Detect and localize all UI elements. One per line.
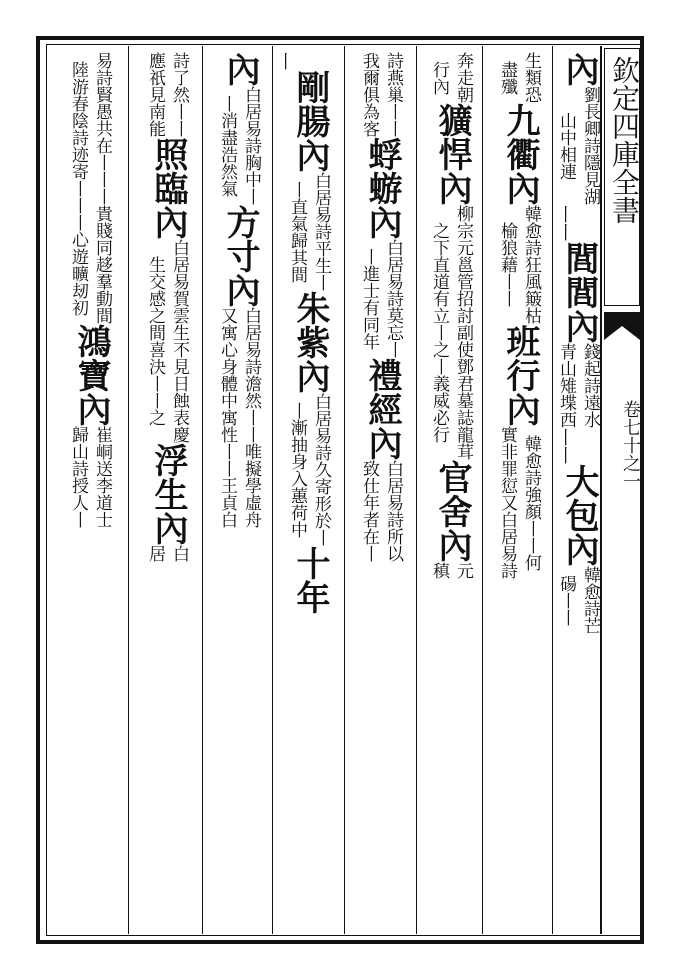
annotation-block <box>50 52 128 324</box>
annotation-block <box>50 426 128 528</box>
entry-heading: 鴻寶內 <box>71 324 111 426</box>
annotation-left: 陸游春陰詩迹寄丨丨丨心遊曠刼初 <box>68 60 88 316</box>
entry-heading: 閭閭內 <box>559 241 599 343</box>
annotation-block <box>274 393 342 546</box>
annotation-block <box>346 239 414 358</box>
annotation-right: 白居易詩胸中丨 <box>241 86 261 205</box>
annotation-block <box>346 460 414 562</box>
annotation-block <box>130 545 202 562</box>
annotation-left: 歸山詩授人丨 <box>68 426 88 528</box>
annotation-block <box>418 205 482 460</box>
column-rule <box>272 46 273 934</box>
annotation-block <box>130 52 202 137</box>
text-column-5 <box>274 52 342 930</box>
entry-heading: 朱紫內 <box>290 291 330 393</box>
annotation-right: 元 <box>453 562 473 579</box>
annotation-block <box>554 566 600 634</box>
entry-heading: 班行內 <box>500 324 540 426</box>
annotation-right: 白居易詩澹然丨丨唯擬學虛舟 <box>241 307 261 528</box>
text-column-3 <box>418 52 482 930</box>
annotation-left: 丨直氣歸其間 <box>287 180 307 283</box>
entry-heading: 官舍內 <box>432 460 472 562</box>
annotation-block <box>554 343 600 428</box>
annotation-left: 居 <box>145 545 165 562</box>
repeat-mark: 丨丨 <box>554 428 575 464</box>
annotation-left: 丨消盡浩然氣 <box>217 94 237 197</box>
annotation-right: 韓愈詩芒 <box>580 566 600 634</box>
annotation-left: 實非罪愆又白居易詩 <box>497 426 517 579</box>
fishtail-mark-icon <box>604 312 640 340</box>
annotation-left: 生交感之間喜決丨丨之 <box>145 256 165 426</box>
annotation-left: 行內 <box>429 60 449 95</box>
text-column-4 <box>346 52 414 930</box>
annotation-left: 致仕年者在丨 <box>359 460 379 562</box>
entry-heading: 大包內 <box>559 464 599 566</box>
entry-heading: 禮經內 <box>362 358 402 460</box>
entry-heading: 方寸內 <box>220 205 260 307</box>
annotation-right: 白居易賀雲生不見日蝕表慶 <box>169 239 189 443</box>
annotation-right: 詩燕巢丨丨 <box>383 52 403 137</box>
annotation-right: 韓愈詩狂風簸枯 <box>521 205 541 324</box>
annotation-right: 白居易詩久寄形於丨 <box>311 393 331 546</box>
annotation-left: 丨進士有同年 <box>359 247 379 350</box>
text-column-1 <box>554 52 600 930</box>
annotation-block <box>484 426 552 579</box>
entry-heading: 內 <box>559 52 599 86</box>
annotation-left: 稹 <box>429 562 449 579</box>
text-column-6 <box>204 52 272 930</box>
annotation-left: 山中相連 <box>556 111 576 180</box>
annotation-block <box>484 205 552 324</box>
column-rule <box>344 46 345 934</box>
annotation-block <box>554 86 600 205</box>
entry-heading: 照臨內 <box>148 137 188 239</box>
annotation-left: 碭丨丨 <box>556 574 576 626</box>
annotation-right: 奔走朝 <box>453 52 473 103</box>
annotation-right: 易詩賢愚共在丨丨丨貴賤同趍羣動間 <box>92 52 112 324</box>
column-rule <box>552 46 553 934</box>
annotation-block <box>484 52 552 103</box>
column-rule <box>482 46 483 934</box>
annotation-left: 又寓心身體中寓性丨丨王貞白 <box>217 307 237 528</box>
text-column-8 <box>50 52 128 930</box>
entry-heading: 內 <box>220 52 260 86</box>
annotation-right: 詩了然丨丨 <box>169 52 189 137</box>
annotation-left: 應祇見南能 <box>145 52 165 137</box>
annotation-left: 青山雉堞西 <box>556 343 576 428</box>
annotation-block <box>204 86 272 205</box>
annotation-right: 柳宗元邕管招討副使鄧君墓誌龍茸 <box>453 205 473 460</box>
annotation-block <box>130 239 202 443</box>
annotation-block <box>204 307 272 528</box>
margin-divider <box>600 46 602 934</box>
annotation-block <box>418 52 482 103</box>
annotation-left: 丨漸抽身入蕙荷中 <box>287 401 307 538</box>
annotation-right: 錢起詩遠水 <box>580 343 600 428</box>
annotation-left: 盡殲 <box>497 60 517 95</box>
entry-heading: 十年 <box>290 546 330 614</box>
annotation-right: 白 <box>169 545 189 562</box>
annotation-block <box>346 52 414 137</box>
annotation-right: 生類恐 <box>521 52 541 103</box>
margin-book-title: 欽定四庫全書 <box>608 56 641 224</box>
margin-volume-label: 卷七十之一 <box>620 400 641 490</box>
annotation-right: 白居易詩所以 <box>383 460 403 562</box>
entry-heading: 蜉蝣內 <box>362 137 402 239</box>
column-rule <box>416 46 417 934</box>
entry-heading: 浮生內 <box>148 443 188 545</box>
annotation-right: 韓愈詩強顏丨丨何 <box>521 434 541 571</box>
annotation-left: 之下直道有立丨之丨義威必行 <box>429 222 449 443</box>
entry-heading: 獷悍內 <box>432 103 472 205</box>
repeat-mark: 丨 <box>274 52 295 70</box>
entry-heading: 剛腸內 <box>290 70 330 172</box>
annotation-right: 崔峒送李道士 <box>92 426 112 528</box>
entry-heading: 九衢內 <box>500 103 540 205</box>
annotation-right: 白居易詩莫忘丨 <box>383 239 403 358</box>
repeat-mark: 丨丨 <box>554 205 575 241</box>
text-column-7 <box>130 52 202 930</box>
annotation-right: 劉長卿詩隱見湖 <box>580 86 600 205</box>
annotation-right: 白居易詩平生丨 <box>311 172 331 291</box>
annotation-block <box>418 562 482 579</box>
annotation-block <box>274 172 342 291</box>
annotation-left: 榆狼藉丨丨 <box>497 222 517 307</box>
column-rule <box>128 46 129 934</box>
annotation-left: 我爾俱為客 <box>359 52 379 137</box>
text-column-2 <box>484 52 552 930</box>
column-rule <box>202 46 203 934</box>
